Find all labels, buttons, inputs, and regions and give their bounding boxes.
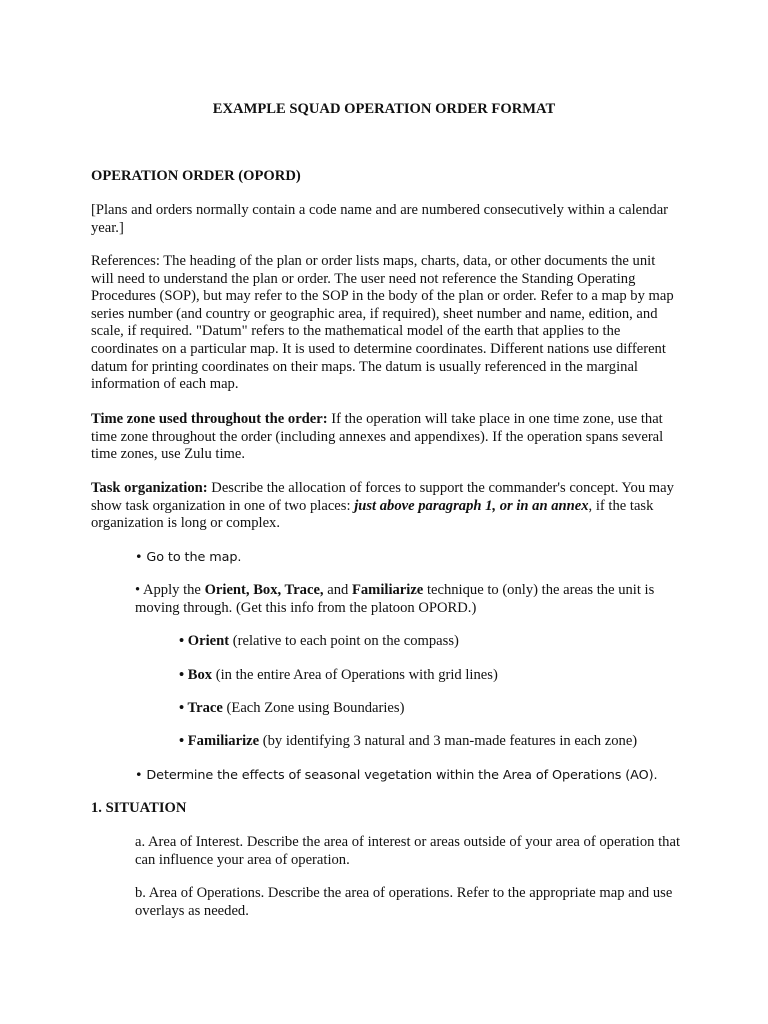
box-bullet: • bbox=[179, 667, 188, 683]
task-organization-text-2: , if the task organization is long or complex. bbox=[91, 497, 654, 532]
references-paragraph: References: The heading of the plan or order lists maps, charts, data, or other documents the unit will need to understand the plan or order. The user need not reference the Standing Operating Procedures (SOP), but may refer to the SOP in the body of the plan or order. Refer to a map by map series number (and country or geographic area, if required), sheet number and name, edition, and scale, if required. "Datum" refers to the mathematical model of the earth that applies to the coordinates on a particular map. It is used to determine coordinates. Different nations use different datum for printing coordinates on their maps. The datum is usually referenced in the marginal information of each map. bbox=[91, 253, 674, 393]
heading-opord: OPERATION ORDER (OPORD) bbox=[91, 168, 301, 184]
timezone-paragraph bbox=[91, 411, 681, 464]
task-organization-emphasis: just above paragraph 1, or in an annex bbox=[354, 497, 589, 514]
familiarize-bullet: • bbox=[179, 733, 188, 749]
orient-bullet: • bbox=[179, 633, 188, 649]
paragraph-area-of-interest: a. Area of Interest. Describe the area of interest or areas outside of your area of operation that can influence your area of operation. bbox=[135, 834, 680, 868]
bullet-seasonal-vegetation: • Determine the effects of seasonal vegetation within the Area of Operations (AO). bbox=[135, 768, 658, 783]
task-organization-paragraph bbox=[91, 480, 681, 533]
box-text: (in the entire Area of Operations with grid lines) bbox=[212, 667, 498, 683]
trace-label: Trace bbox=[187, 700, 223, 716]
apply-text-3: technique to (only) the areas the unit is moving through. (Get this info from the platoon OPORD.) bbox=[135, 582, 655, 616]
apply-text-2: and bbox=[323, 582, 352, 598]
bullet-apply-technique bbox=[135, 582, 681, 617]
paragraph-area-of-operations: b. Area of Operations. Describe the area of operations. Refer to the appropriate map and use overlays as needed. bbox=[135, 885, 673, 919]
sub-bullet-orient bbox=[179, 633, 681, 651]
plans-note: [Plans and orders normally contain a code name and are numbered consecutively within a calendar year.] bbox=[91, 202, 669, 236]
box-label: Box bbox=[187, 667, 213, 683]
task-organization-text-1: Describe the allocation of forces to support the commander's concept. You may show task organization in one of two places: bbox=[91, 480, 674, 514]
section-situation-heading: 1. SITUATION bbox=[91, 800, 187, 816]
orient-label: Orient bbox=[187, 633, 230, 649]
apply-text-1: • Apply the bbox=[135, 582, 205, 598]
familiarize-label: Familiarize bbox=[187, 733, 260, 749]
trace-bullet: • bbox=[179, 700, 188, 716]
orient-text: (relative to each point on the compass) bbox=[229, 633, 459, 649]
sub-bullet-familiarize bbox=[179, 733, 681, 751]
timezone-text: If the operation will take place in one time zone, use that time zone throughout the order (including annexes and appendixes). If the operation spans several time zones, use Zulu time. bbox=[91, 411, 664, 463]
apply-bold-2: Familiarize bbox=[351, 582, 424, 598]
familiarize-text: (by identifying 3 natural and 3 man-made features in each zone) bbox=[259, 733, 638, 749]
sub-bullet-box bbox=[179, 667, 681, 685]
timezone-label: Time zone used throughout the order: bbox=[91, 411, 328, 427]
bullet-go-to-map: • Go to the map. bbox=[135, 550, 242, 565]
page-title: EXAMPLE SQUAD OPERATION ORDER FORMAT bbox=[212, 101, 556, 117]
apply-bold-1: Orient, Box, Trace, bbox=[204, 582, 324, 598]
task-organization-label: Task organization: bbox=[91, 480, 208, 496]
sub-bullet-trace bbox=[179, 700, 681, 718]
trace-text: (Each Zone using Boundaries) bbox=[222, 700, 405, 716]
